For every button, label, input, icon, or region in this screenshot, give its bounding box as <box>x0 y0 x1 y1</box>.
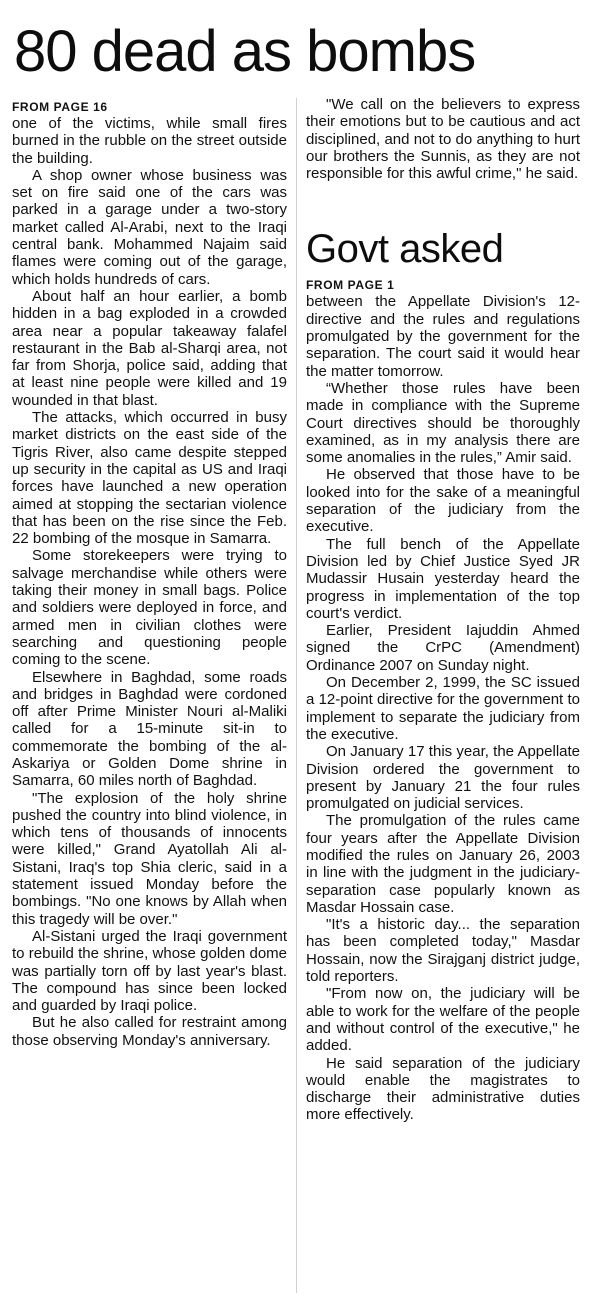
paragraph: The full bench of the Appellate Division led by Chief Justice Syed JR Mudassir Husain yesterday heard the progress in implementation of the top court's verdict. <box>306 535 580 622</box>
paragraph: He observed that those have to be looked into for the sake of a meaningful separation of the judiciary from the executive. <box>306 466 580 536</box>
paragraph: "The explosion of the holy shrine pushed the country into blind violence, in which tens of thousands of innocents were killed," Grand Ayatollah Ali al-Sistani, Iraq's top Shia cleric, said in a statement issued Monday before the bombings. "No one knows by Allah when this tragedy will be over." <box>12 789 287 928</box>
paragraph: one of the victims, while small fires burned in the rubble on the street outside the building. <box>12 115 287 167</box>
paragraph: "We call on the believers to express their emotions but to be cautious and act disciplined, and not to do anything to hurt our brothers the Sunnis, as they are not responsible for this awful crime," he said. <box>306 96 580 183</box>
column-divider <box>296 98 297 1293</box>
column-left <box>12 96 287 1049</box>
paragraph: Al-Sistani urged the Iraqi government to rebuild the shrine, whose golden dome was partially torn off by last year's blast. The compound has since been locked and guarded by Iraqi police. <box>12 927 287 1015</box>
headline-govt-asked: Govt asked <box>306 227 504 272</box>
column-right <box>306 96 580 1124</box>
paragraph: between the Appellate Division's 12-directive and the rules and regulations promulgated by the government for the separation. The court said it would hear the matter tomorrow. <box>306 293 580 380</box>
paragraph: On December 2, 1999, the SC issued a 12-point directive for the government to implement to separate the judiciary from the executive. <box>306 674 580 743</box>
paragraph: "It's a historic day... the separation has been completed today," Masdar Hossain, now the Sirajganj district judge, told reporters. <box>306 916 580 986</box>
paragraph: A shop owner whose business was set on fire said one of the cars was parked in a garage under a two-story market called Al-Arabi, next to the Iraqi central bank. Mohammed Najaim said flames were coming out of the garage, which holds hundreds of cars. <box>12 166 287 288</box>
paragraph: He said separation of the judiciary would enable the magistrates to discharge their administrative duties more effectively. <box>306 1054 580 1124</box>
headline-80-dead: 80 dead as bombs <box>14 19 476 84</box>
paragraph: The promulgation of the rules came four years after the Appellate Division modified the rules on January 26, 2003 in line with the judgment in the judiciary-separation case popularly known as Masdar Hossain case. <box>306 812 580 916</box>
paragraph: "From now on, the judiciary will be able to work for the welfare of the people and without control of the executive," he added. <box>306 985 580 1055</box>
paragraph: “Whether those rules have been made in compliance with the Supreme Court directives should be thoroughly examined, as in my analysis there are some anomalies in the rules,” Amir said. <box>306 379 580 467</box>
paragraph: Earlier, President Iajuddin Ahmed signed the CrPC (Amendment) Ordinance 2007 on Sunday night. <box>306 622 580 674</box>
paragraph: About half an hour earlier, a bomb hidden in a bag exploded in a crowded area near a popular takeaway falafel restaurant in the Bab al-Sharqi area, not far from Shorja, police said, adding that at least nine people were killed and 19 wounded in that blast. <box>12 287 287 409</box>
paragraph: On January 17 this year, the Appellate Division ordered the government to present by January 21 the four rules promulgated on judicial services. <box>306 743 580 813</box>
paragraph: But he also called for restraint among those observing Monday's anniversary. <box>12 1014 287 1049</box>
paragraph: The attacks, which occurred in busy market districts on the east side of the Tigris River, also came despite stepped up security in the capital as US and Iraqi forces have launched a new operation aimed at stopping the sectarian violence that has been on the rise since the Feb. 22 bombing of the mosque in Samarra. <box>12 409 287 548</box>
kicker-from-page-16: FROM PAGE 16 <box>12 100 108 114</box>
kicker-from-page-1: FROM PAGE 1 <box>306 278 395 293</box>
paragraph: Some storekeepers were trying to salvage merchandise while others were taking their money in small bags. Police and soldiers were deployed in force, and armed men in civilian clothes were searching and questioning people coming to the scene. <box>12 547 287 669</box>
paragraph: Elsewhere in Baghdad, some roads and bridges in Baghdad were cordoned off after Prime Minister Nouri al-Maliki called for a 15-minute sit-in to commemorate the bombing of the al-Askariya or Golden Dome shrine in Samarra, 60 miles north of Baghdad. <box>12 668 287 790</box>
